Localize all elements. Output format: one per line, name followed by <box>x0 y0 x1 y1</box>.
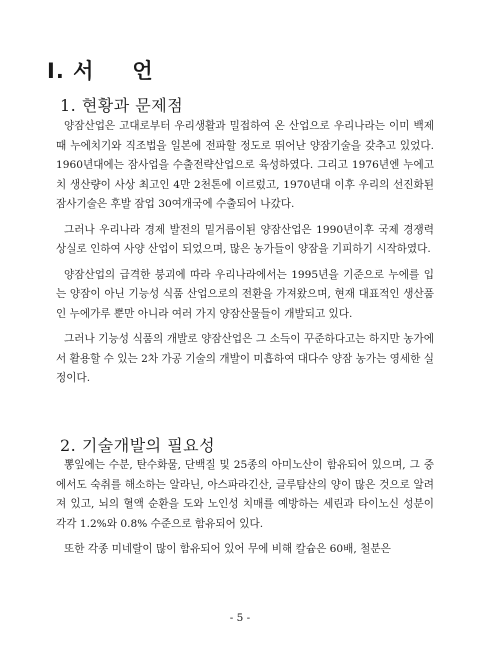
chapter-title-part1: 서 <box>73 59 95 83</box>
paragraph: 그러나 우리나라 경제 발전의 밑거름이된 양잠산업은 1990년이후 국제 경쟁력 상실로 인하여 사양 산업이 되었으며, 많은 농가들이 양잠을 기피하기 시작하였다. <box>56 223 434 255</box>
paragraph: 또한 각종 미네랄이 많이 함유되어 있어 무에 비해 칼슘은 60배, 철분은 <box>64 543 391 555</box>
paragraph: 뽕잎에는 수분, 탄수화물, 단백질 및 25종의 아미노산이 함유되어 있으며, 그 중에서도 숙취를 해소하는 알라닌, 아스파라긴산, 글루탐산의 양이 많은 것으로 알려져 있고, 뇌의 혈액 순환을 도와 노인성 치매를 예방하는 세린과 타이노신 성분이 각각 1.2%와 0.8% 수준으로 함유되어 있다. <box>56 459 434 530</box>
section-title-tech-need: 2. 기술개발의 필요성 <box>60 436 216 455</box>
chapter-title <box>47 55 154 85</box>
page-number: - 5 - <box>229 612 251 624</box>
paragraph: 양잠산업은 고대로부터 우리생활과 밀접하여 온 산업으로 우리나라는 이미 백제 때 누에치기와 직조법을 일본에 전파할 정도로 뛰어난 양잠기술을 갖추고 있었다. 1960년대에는 잠사업을 수출전략산업으로 육성하였다. 그리고 1976년엔 누에고치 생산량이 사상 최고인 4만 2천톤에 이르렀고, 1970년대 이후 우리의 선진화된 잠사기술은 후발 잠업 30여개국에 수출되어 나갔다. <box>56 120 434 210</box>
section-title-status-issues: 1. 현황과 문제점 <box>60 96 184 115</box>
chapter-title-part2: 언 <box>132 59 154 83</box>
chapter-number: Ⅰ. <box>47 59 65 83</box>
paragraph: 양잠산업의 급격한 붕괴에 따라 우리나라에서는 1995년을 기준으로 누에를 입는 양잠이 아닌 기능성 식품 산업으로의 전환을 가져왔으며, 현재 대표적인 생산품인 누에가루 뿐만 아니라 여러 가지 양잠산물들이 개발되고 있다. <box>56 268 434 320</box>
paragraph: 그러나 기능성 식품의 개발로 양잠산업은 그 소득이 꾸준하다고는 하지만 농가에서 활용할 수 있는 2차 가공 기술의 개발이 미흡하여 대다수 양잠 농가는 영세한 실정이다. <box>56 333 434 384</box>
section-body-tech-need <box>56 456 434 566</box>
section-body-status-issues <box>56 117 434 395</box>
